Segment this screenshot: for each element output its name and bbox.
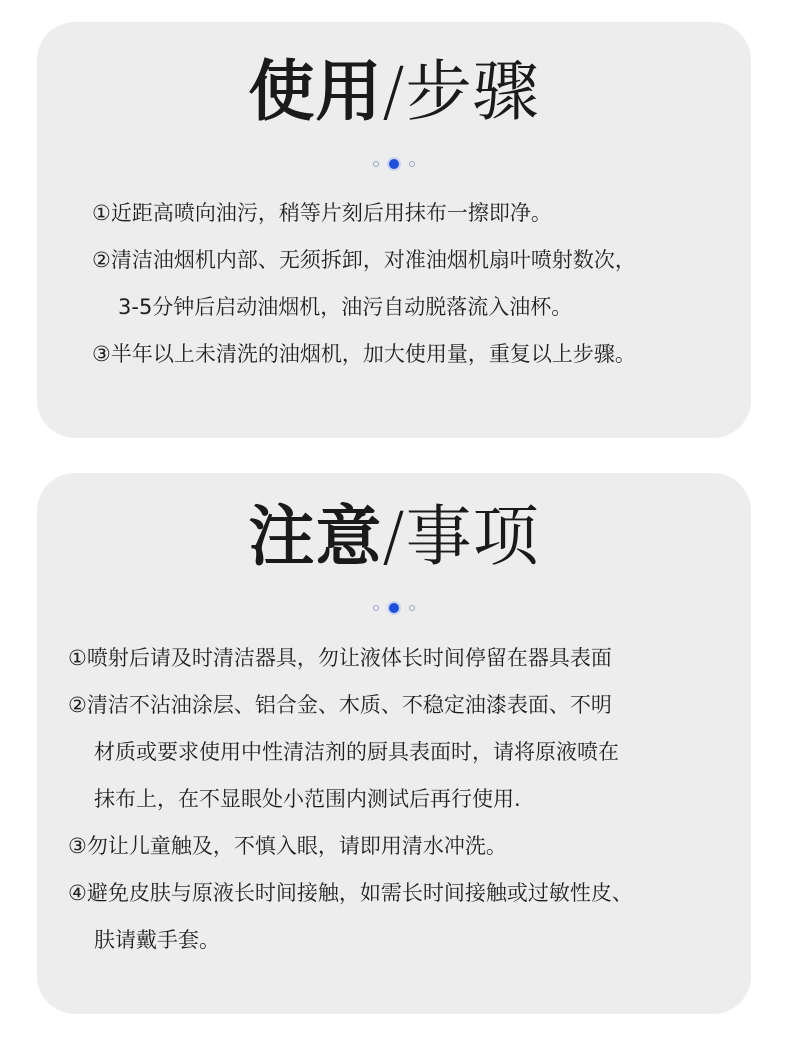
notes-title-light: 事项	[405, 498, 540, 575]
notes-title-bold: 注意	[248, 498, 383, 575]
notes-title-slash: /	[382, 498, 406, 575]
pagination-dot	[373, 161, 379, 167]
usage-card	[37, 22, 751, 438]
notes-list	[68, 635, 633, 964]
notes-pagination-dots	[37, 603, 751, 613]
usage-step-2-continued: 3-5分钟后启动油烟机，油污自动脱落流入油杯。	[118, 295, 573, 319]
note-4: ④避免皮肤与原液长时间接触，如需长时间接触或过敏性皮、	[68, 881, 633, 905]
note-1: ①喷射后请及时清洁器具，勿让液体长时间停留在器具表面	[68, 646, 612, 670]
note-4-continued: 肤请戴手套。	[94, 928, 220, 952]
note-2: ②清洁不沾油涂层、铝合金、木质、不稳定油漆表面、不明	[68, 693, 612, 717]
usage-pagination-dots	[37, 159, 751, 169]
note-2-continued-b: 抹布上，在不显眼处小范围内测试后再行使用.	[94, 787, 521, 811]
notes-card	[37, 473, 751, 1014]
usage-step-1: ①近距高喷向油污，稍等片刻后用抹布一擦即净。	[92, 201, 552, 225]
pagination-dot	[409, 605, 415, 611]
note-2-continued-a: 材质或要求使用中性清洁剂的厨具表面时，请将原液喷在	[94, 740, 619, 764]
pagination-dot-active	[389, 159, 399, 169]
pagination-dot	[373, 605, 379, 611]
usage-title-light: 步骤	[405, 53, 540, 130]
pagination-dot-active	[389, 603, 399, 613]
usage-step-3: ③半年以上未清洗的油烟机，加大使用量，重复以上步骤。	[92, 342, 636, 366]
note-3: ③勿让儿童触及，不慎入眼，请即用清水冲洗。	[68, 834, 507, 858]
pagination-dot	[409, 161, 415, 167]
usage-title	[37, 52, 751, 132]
usage-title-slash: /	[382, 53, 406, 130]
notes-title	[37, 497, 751, 577]
usage-steps-list	[92, 190, 636, 378]
usage-step-2: ②清洁油烟机内部、无须拆卸，对准油烟机扇叶喷射数次，	[92, 248, 636, 272]
usage-title-bold: 使用	[248, 53, 383, 130]
